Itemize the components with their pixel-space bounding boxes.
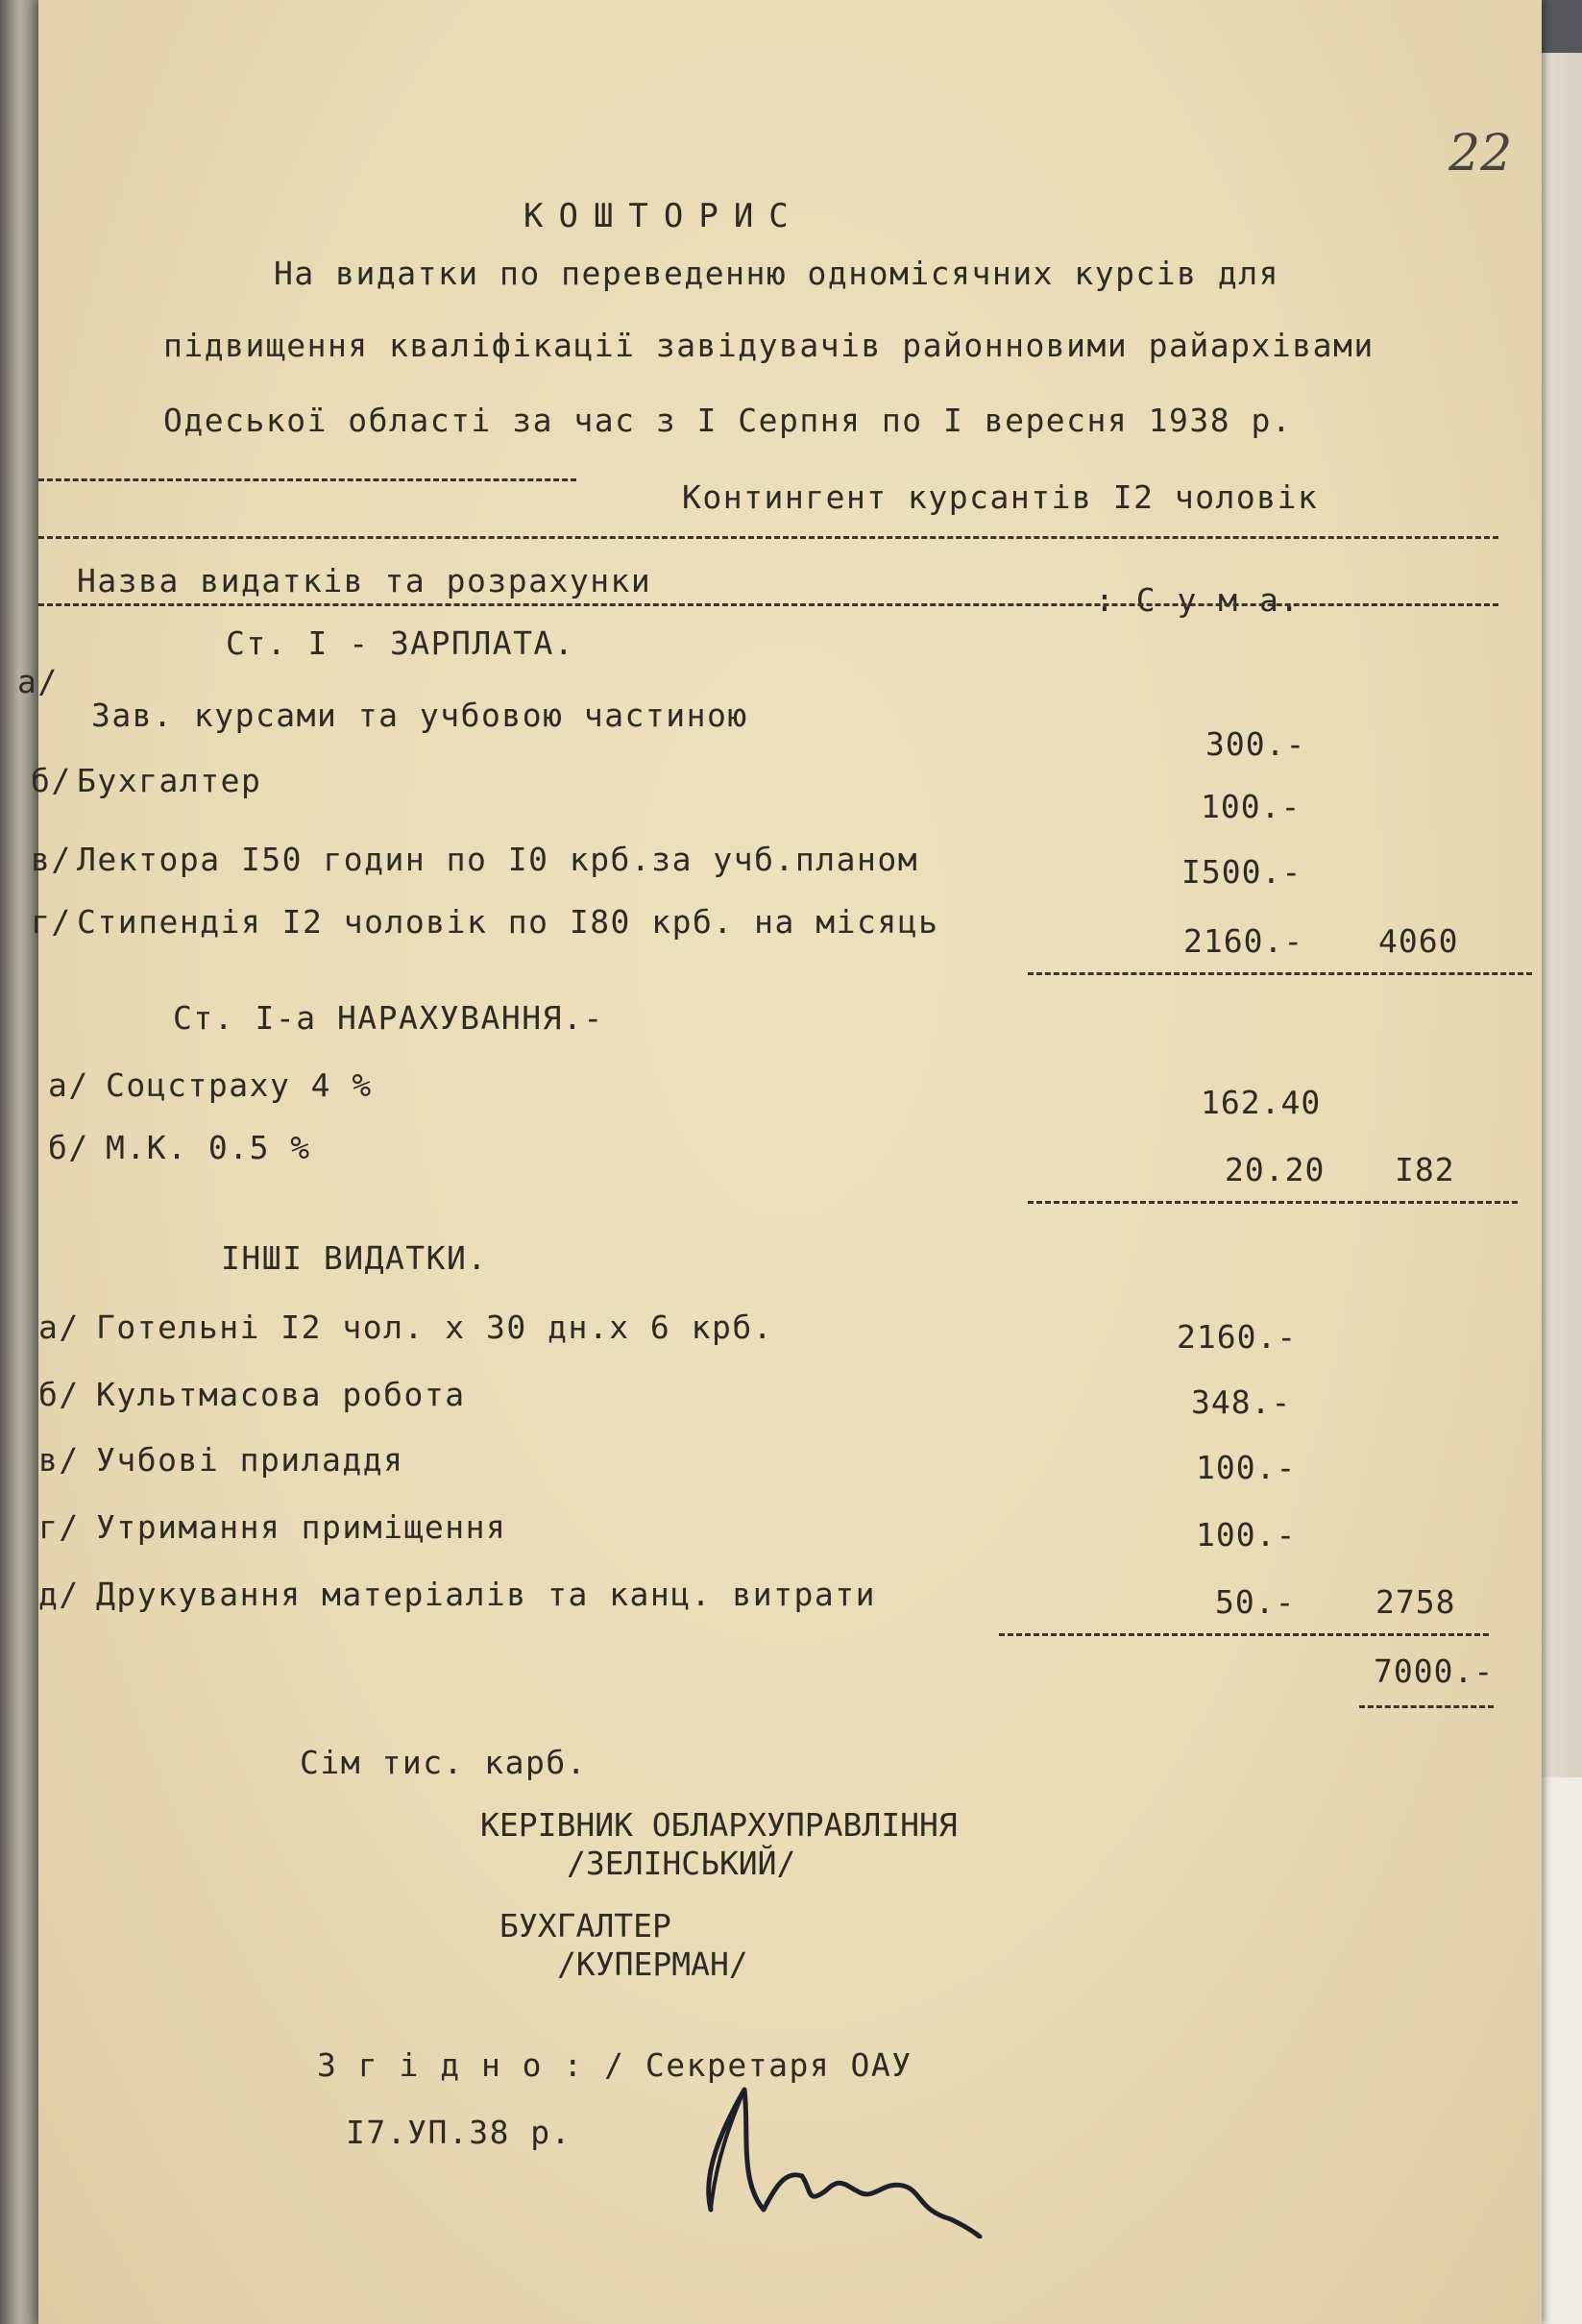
item-mark: а/ [17, 663, 59, 700]
item-text: Бухгалтер [77, 762, 262, 799]
section-total: I82 [1395, 1151, 1455, 1188]
item-amount: 2160.- [1183, 922, 1304, 960]
item-mark: а/ [48, 1066, 89, 1104]
item-amount: 100.- [1201, 788, 1302, 825]
item-text: Утримання приміщення [96, 1508, 507, 1546]
handwritten-signature [672, 2066, 989, 2238]
total-rule [999, 1633, 1489, 1636]
item-text: Соцстраху 4 % [106, 1066, 373, 1104]
item-mark: г/ [31, 903, 72, 941]
header-rule-top [38, 536, 1498, 539]
item-mark: г/ [38, 1508, 80, 1546]
section-title-accruals: Ст. I-а НАРАХУВАННЯ.- [173, 999, 604, 1037]
item-mark: б/ [48, 1129, 89, 1166]
item-amount: I500.- [1181, 853, 1302, 891]
section-total: 2758 [1375, 1583, 1456, 1621]
item-text: Зав. курсами та учбовою частиною [91, 697, 748, 734]
item-text: Готельні I2 чол. х 30 дн.х 6 крб. [96, 1309, 774, 1346]
heading-line-2: підвищення кваліфікації завідувачів районновими райархівами [163, 327, 1375, 364]
document-title: КОШТОРИС [523, 197, 804, 235]
item-mark: а/ [38, 1309, 80, 1346]
grand-total: 7000.- [1374, 1652, 1495, 1690]
section-title-other: ІНШІ ВИДАТКИ. [221, 1239, 488, 1277]
header-rule-bottom [38, 603, 1498, 606]
total-in-words: Сім тис. карб. [300, 1744, 588, 1781]
heading-line-1: На видатки по переведенню одномісячних курсів для [274, 255, 1280, 292]
item-amount: 100.- [1196, 1516, 1297, 1553]
total-rule [1028, 1201, 1518, 1204]
accountant-title: БУХГАЛТЕР [499, 1907, 671, 1945]
item-mark: б/ [31, 762, 72, 799]
agreed-line: З г і д н о : / Секретаря ОАУ [317, 2046, 913, 2084]
item-text: Стипендія I2 чоловік по I80 крб. на місяць [77, 903, 939, 941]
item-mark: д/ [38, 1576, 80, 1613]
item-amount: 300.- [1205, 725, 1306, 763]
section-total: 4060 [1378, 922, 1459, 960]
item-text: М.К. 0.5 % [106, 1129, 311, 1166]
item-text: Лектора I50 годин по I0 крб.за учб.планом [77, 841, 919, 878]
heading-line-3: Одеської області за час з I Серпня по I вересня 1938 р. [163, 402, 1293, 439]
total-rule [1028, 972, 1532, 975]
column-header-sum: : С у м а. [1095, 581, 1301, 619]
item-amount: 100.- [1196, 1449, 1297, 1486]
head-title: КЕРІВНИК ОБЛАРХУПРАВЛІННЯ [480, 1806, 958, 1844]
item-mark: в/ [31, 841, 72, 878]
item-mark: б/ [38, 1376, 80, 1413]
item-amount: 50.- [1215, 1583, 1296, 1621]
item-amount: 162.40 [1201, 1084, 1322, 1121]
column-header-name: Назва видатків та розрахунки [77, 562, 652, 599]
binding-edge [0, 0, 38, 2324]
grand-total-rule [1359, 1705, 1494, 1708]
item-amount: 2160.- [1177, 1318, 1298, 1356]
item-amount: 348.- [1191, 1383, 1292, 1421]
head-name: /ЗЕЛІНСЬКИЙ/ [567, 1845, 796, 1882]
document-date: I7.УП.38 р. [346, 2114, 572, 2151]
item-text: Друкування матеріалів та канц. витрати [96, 1576, 876, 1613]
section-title-salary: Ст. I - ЗАРПЛАТА. [226, 624, 575, 662]
divider-left [38, 478, 576, 481]
contingent: Контингент курсантів I2 чоловік [682, 478, 1319, 516]
item-text: Культмасова робота [96, 1376, 466, 1413]
document-page [17, 0, 1542, 2324]
item-mark: в/ [38, 1441, 80, 1479]
archive-page-number: 22 [1448, 125, 1513, 183]
item-text: Учбові приладдя [96, 1441, 404, 1479]
item-amount: 20.20 [1225, 1151, 1326, 1188]
accountant-name: /КУПЕРМАН/ [557, 1945, 748, 1983]
